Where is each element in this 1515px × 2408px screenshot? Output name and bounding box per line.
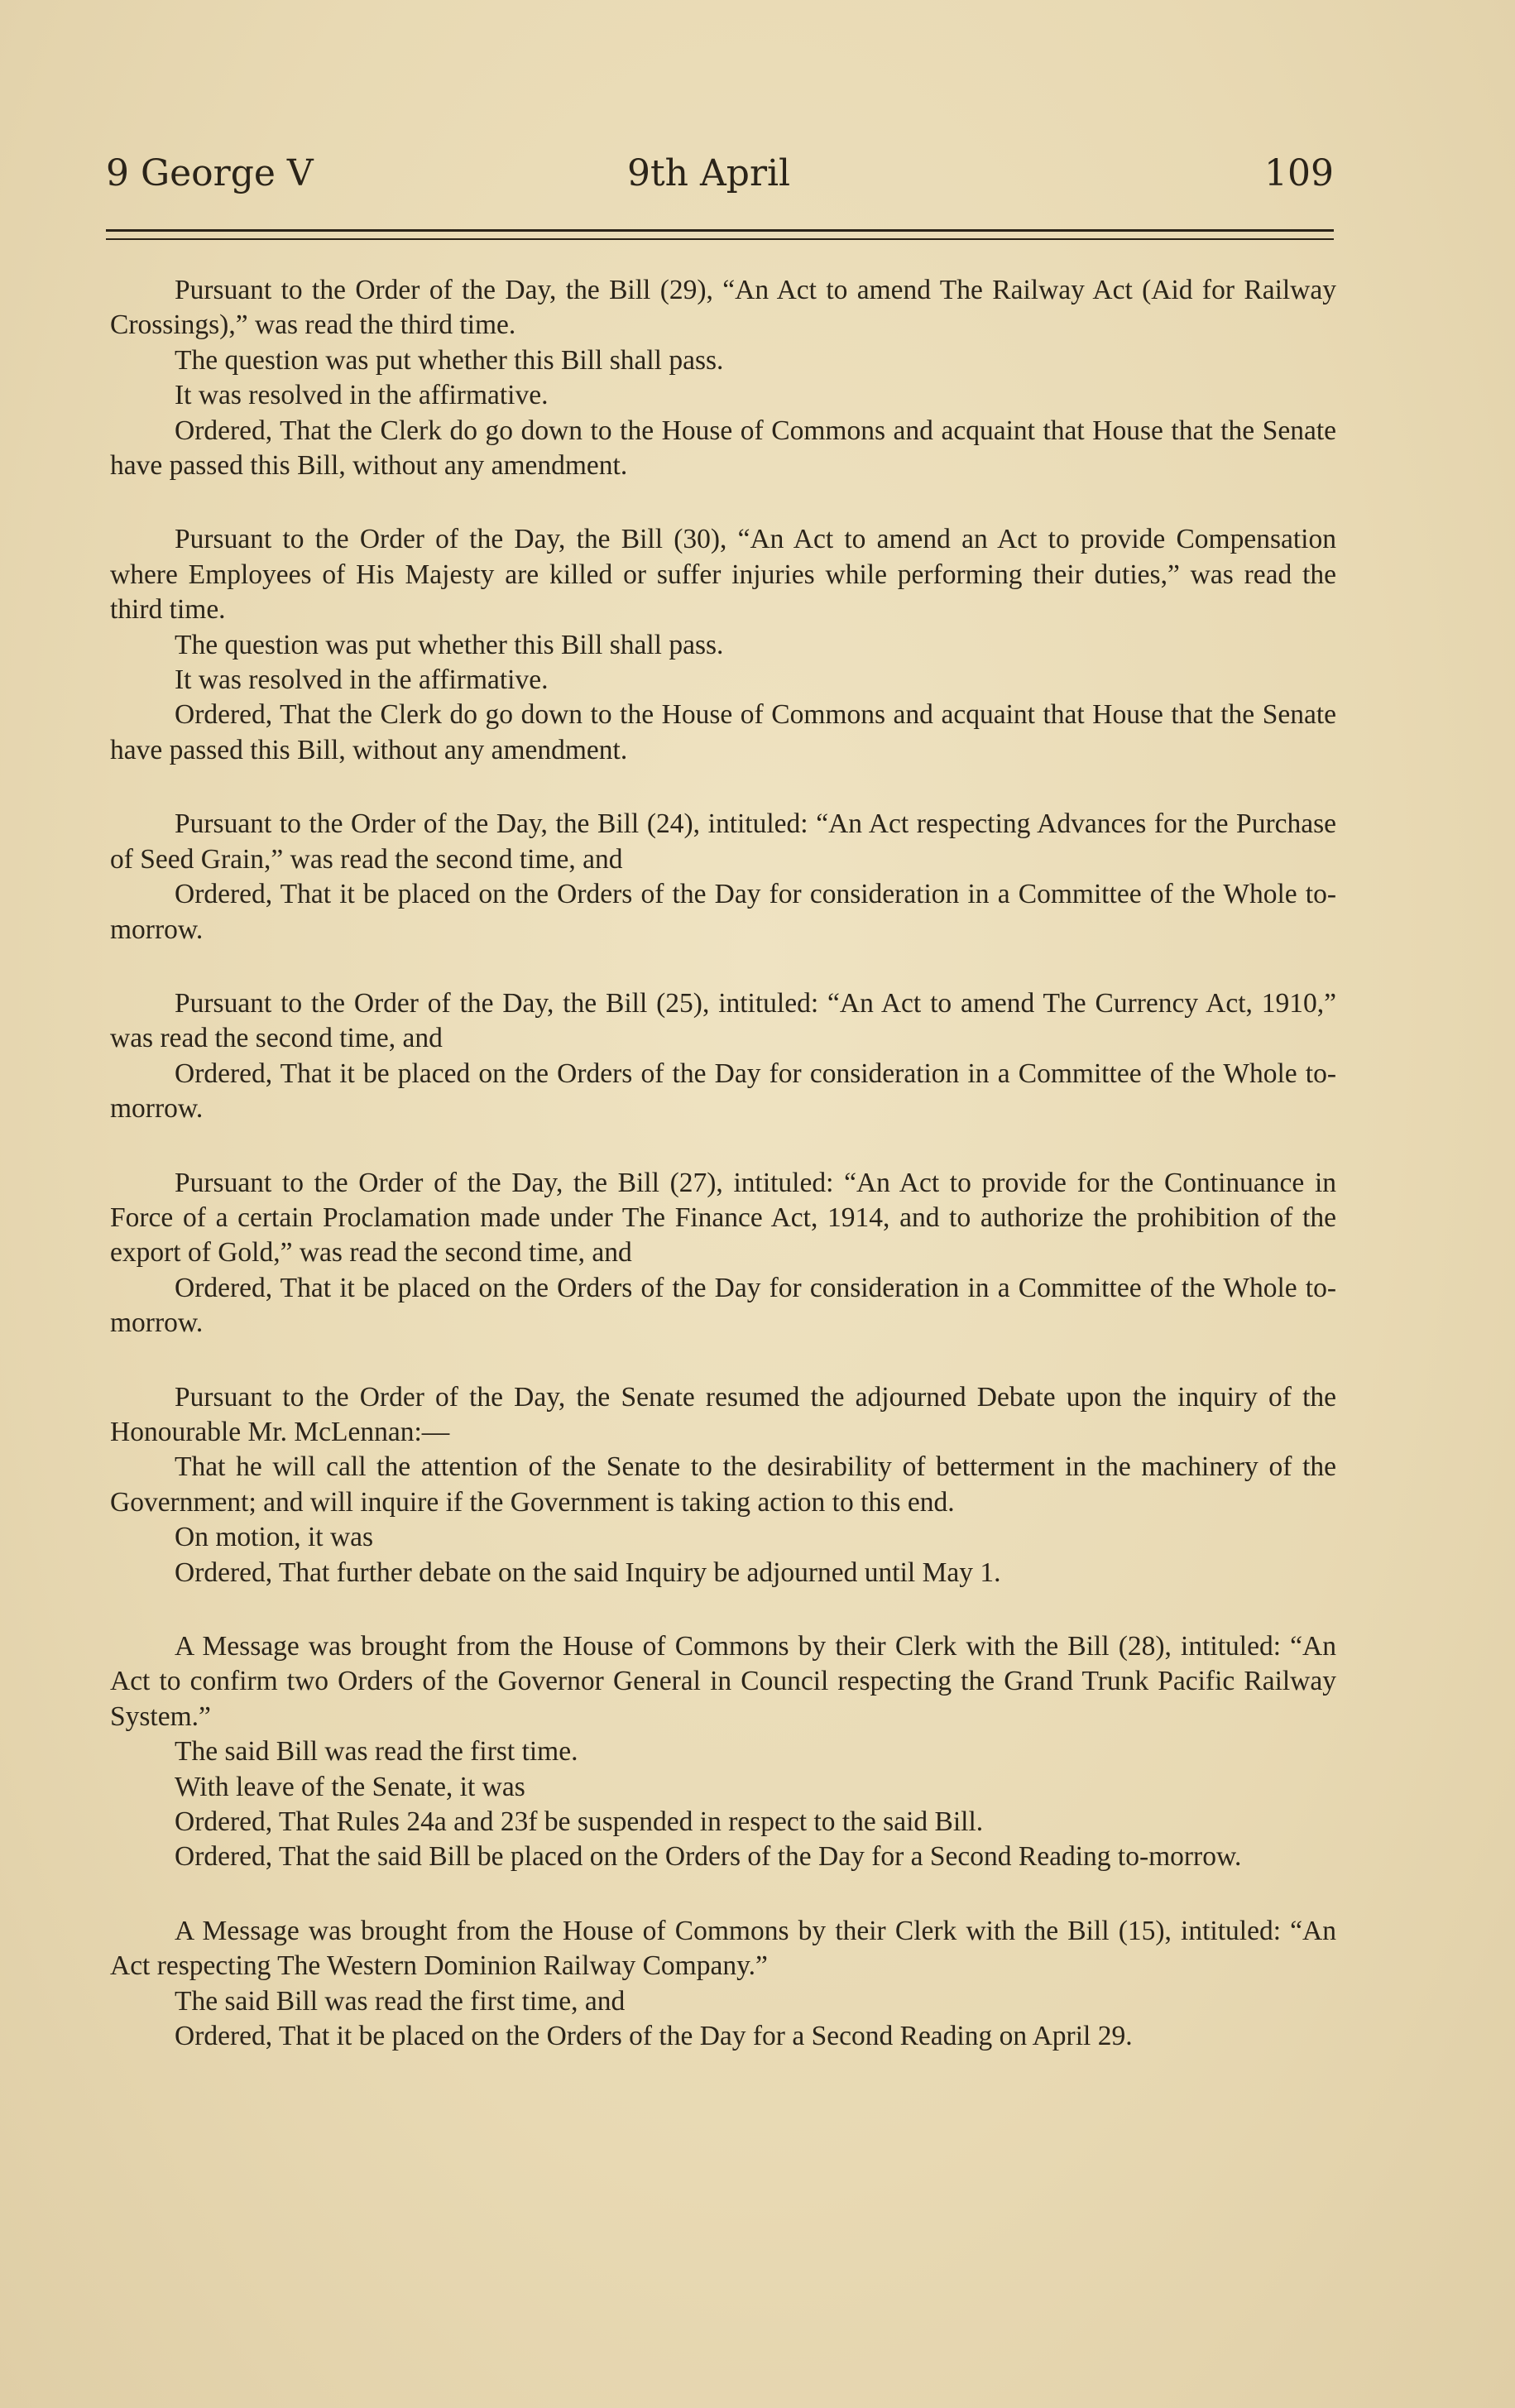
header-rule-top: [106, 229, 1334, 232]
journal-entry: [110, 273, 1336, 483]
entry-paragraph: The question was put whether this Bill shall pass.: [175, 344, 724, 376]
entry-paragraph: With leave of the Senate, it was: [175, 1771, 525, 1802]
entry-paragraph: Pursuant to the Order of the Day, the Bill (27), intituled: “An Act to provide for the Continuance in Force of a certain Proclamation made under The Finance Act, 1914, and to authorize the prohibition of the export of Gold,” was read the second time, and: [110, 1167, 1336, 1269]
entry-paragraph: The said Bill was read the first time.: [175, 1736, 578, 1768]
entry-paragraph: The said Bill was read the first time, and: [175, 1985, 626, 2017]
journal-entry: [110, 1380, 1336, 1590]
entry-paragraph: On motion, it was: [175, 1522, 374, 1553]
journal-entry: [110, 1914, 1336, 2055]
journal-entry: [110, 1166, 1336, 1341]
entry-paragraph: Ordered, That further debate on the said Inquiry be adjourned until May 1.: [175, 1557, 1001, 1588]
entry-paragraph: Ordered, That Rules 24a and 23f be suspended in respect to the said Bill.: [175, 1806, 984, 1838]
journal-entry: [110, 986, 1336, 1127]
entry-paragraph: Pursuant to the Order of the Day, the Bill (24), intituled: “An Act respecting Advances for the Purchase of Seed Grain,” was read the second time, and: [110, 808, 1336, 875]
journal-body: [110, 273, 1336, 2054]
running-head: [106, 149, 1334, 199]
entry-paragraph: Ordered, That it be placed on the Orders of the Day for a Second Reading on April 29.: [175, 2021, 1133, 2052]
entry-paragraph: That he will call the attention of the Senate to the desirability of betterment in the machinery of the Government; and will inquire if the Government is taking action to this end.: [110, 1451, 1336, 1518]
entry-paragraph: Ordered, That the Clerk do go down to the House of Commons and acquaint that House that the Senate have passed this Bill, without any amendment.: [110, 699, 1336, 765]
entry-paragraph: A Message was brought from the House of Commons by their Clerk with the Bill (28), intituled: “An Act to confirm two Orders of the Governor General in Council respecting the Grand Trunk Pacific Railway System.”: [110, 1631, 1336, 1732]
entry-paragraph: Ordered, That it be placed on the Orders of the Day for consideration in a Committee of the Whole to-morrow.: [110, 1272, 1336, 1339]
journal-entry: [110, 1629, 1336, 1875]
entry-paragraph: A Message was brought from the House of Commons by their Clerk with the Bill (15), intituled: “An Act respecting The Western Dominion Railway Company.”: [110, 1915, 1336, 1982]
entry-paragraph: Ordered, That the said Bill be placed on the Orders of the Day for a Second Reading to-morrow.: [175, 1841, 1242, 1873]
header-rule-bottom: [106, 238, 1334, 240]
entry-paragraph: It was resolved in the affirmative.: [175, 664, 549, 696]
entry-paragraph: Ordered, That the Clerk do go down to the House of Commons and acquaint that House that the Senate have passed this Bill, without any amendment.: [110, 415, 1336, 482]
header-regnal-year: 9 George V: [106, 152, 314, 194]
entry-paragraph: Pursuant to the Order of the Day, the Bill (30), “An Act to amend an Act to provide Compensation where Employees of His Majesty are killed or suffer injuries while performing their duties,” was read the third time.: [110, 524, 1336, 626]
entry-paragraph: Ordered, That it be placed on the Orders of the Day for consideration in a Committee of the Whole to-morrow.: [110, 1058, 1336, 1125]
header-date: 9th April: [627, 152, 791, 194]
entry-paragraph: The question was put whether this Bill shall pass.: [175, 629, 724, 660]
entry-paragraph: Pursuant to the Order of the Day, the Bill (25), intituled: “An Act to amend The Currency Act, 1910,” was read the second time, and: [110, 987, 1336, 1054]
entry-paragraph: Pursuant to the Order of the Day, the Bill (29), “An Act to amend The Railway Act (Aid for Railway Crossings),” was read the third time.: [110, 275, 1336, 341]
entry-paragraph: Pursuant to the Order of the Day, the Senate resumed the adjourned Debate upon the inquiry of the Honourable Mr. McLennan:—: [110, 1381, 1336, 1447]
journal-entry: [110, 522, 1336, 768]
journal-entry: [110, 807, 1336, 947]
entry-paragraph: Ordered, That it be placed on the Orders of the Day for consideration in a Committee of the Whole to-morrow.: [110, 879, 1336, 945]
entry-paragraph: It was resolved in the affirmative.: [175, 380, 549, 411]
page-number: 109: [1264, 152, 1334, 194]
